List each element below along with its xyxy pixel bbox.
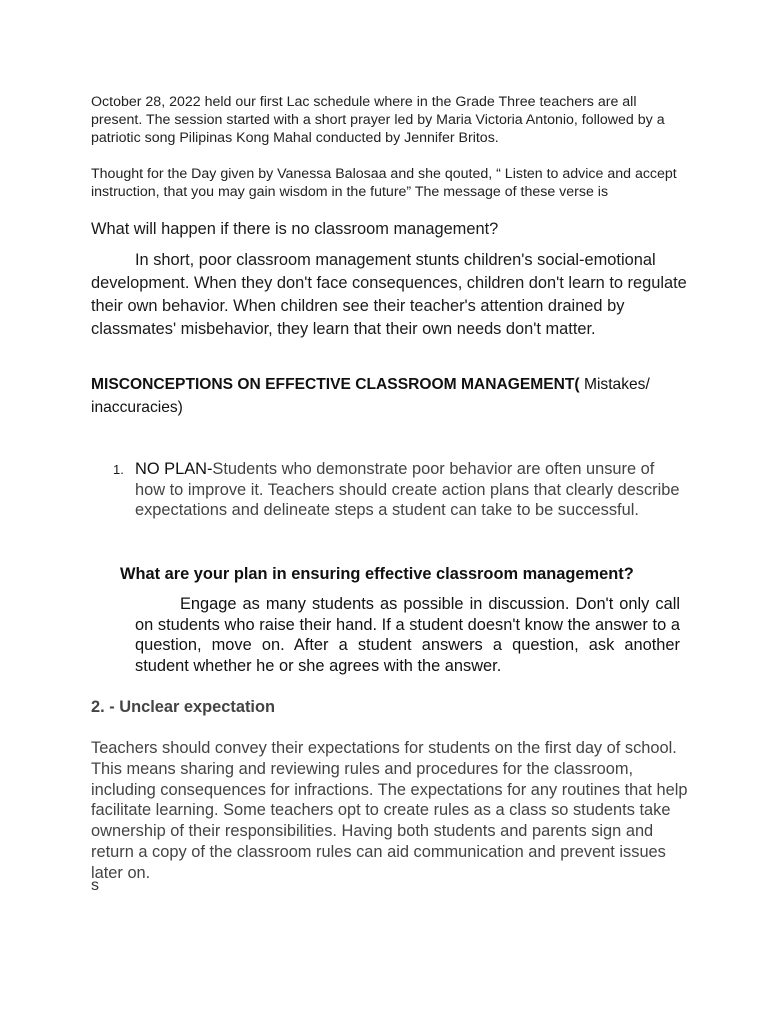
answer-plan-effective-management: Engage as many students as possible in discussion. Don't only call on students who raise their hand. If a student doesn't know the answer to a question, move on. After a student answers a question, ask another student whether he or she agrees with the answer. (135, 595, 680, 675)
misconceptions-heading-block (91, 373, 691, 419)
list-item-text: Students who demonstrate poor behavior are often unsure of how to improve it. Teachers should create action plans that clearly describe expectations and delineate steps a student can take to be successful. (135, 460, 680, 519)
misconceptions-subheading: Mistakes/ inaccuracies) (91, 376, 650, 416)
thought-for-the-day-paragraph: Thought for the Day given by Vanessa Balosaa and she qouted, “ Listen to advice and accept instruction, that you may gain wisdom in the future” The message of these verse is (91, 166, 677, 200)
question-no-classroom-management: What will happen if there is no classroom management? (91, 220, 499, 238)
list-item-no-plan (135, 459, 683, 521)
question-plan-effective-management: What are your plan in ensuring effective classroom management? (120, 565, 634, 583)
section-heading-unclear-expectation: 2. - Unclear expectation (91, 698, 276, 716)
list-item-number: 1. (113, 462, 124, 477)
misconceptions-heading: MISCONCEPTIONS ON EFFECTIVE CLASSROOM MANAGEMENT( (91, 376, 580, 393)
list-item-lead: NO PLAN- (135, 460, 213, 478)
trailing-text: s (91, 877, 99, 894)
section-paragraph-unclear-expectation: Teachers should convey their expectations for students on the first day of school. This means sharing and reviewing rules and procedures for the classroom, including consequences for infractions. The expectations for any routines that help facilitate learning. Some teachers opt to create rules as a class so students take ownership of their responsibilities. Having both students and parents sign and return a copy of the classroom rules can aid communication and prevent issues later on. (91, 739, 688, 882)
intro-paragraph: October 28, 2022 held our first Lac schedule where in the Grade Three teachers are all present. The session started with a short prayer led by Maria Victoria Antonio, followed by a patriotic song Pilipinas Kong Mahal conducted by Jennifer Britos. (91, 94, 665, 146)
answer-no-classroom-management: In short, poor classroom management stunts children's social-emotional development. When they don't face consequences, children don't learn to regulate their own behavior. When children see their teacher's attention drained by classmates' misbehavior, they learn that their own needs don't matter. (91, 251, 687, 338)
